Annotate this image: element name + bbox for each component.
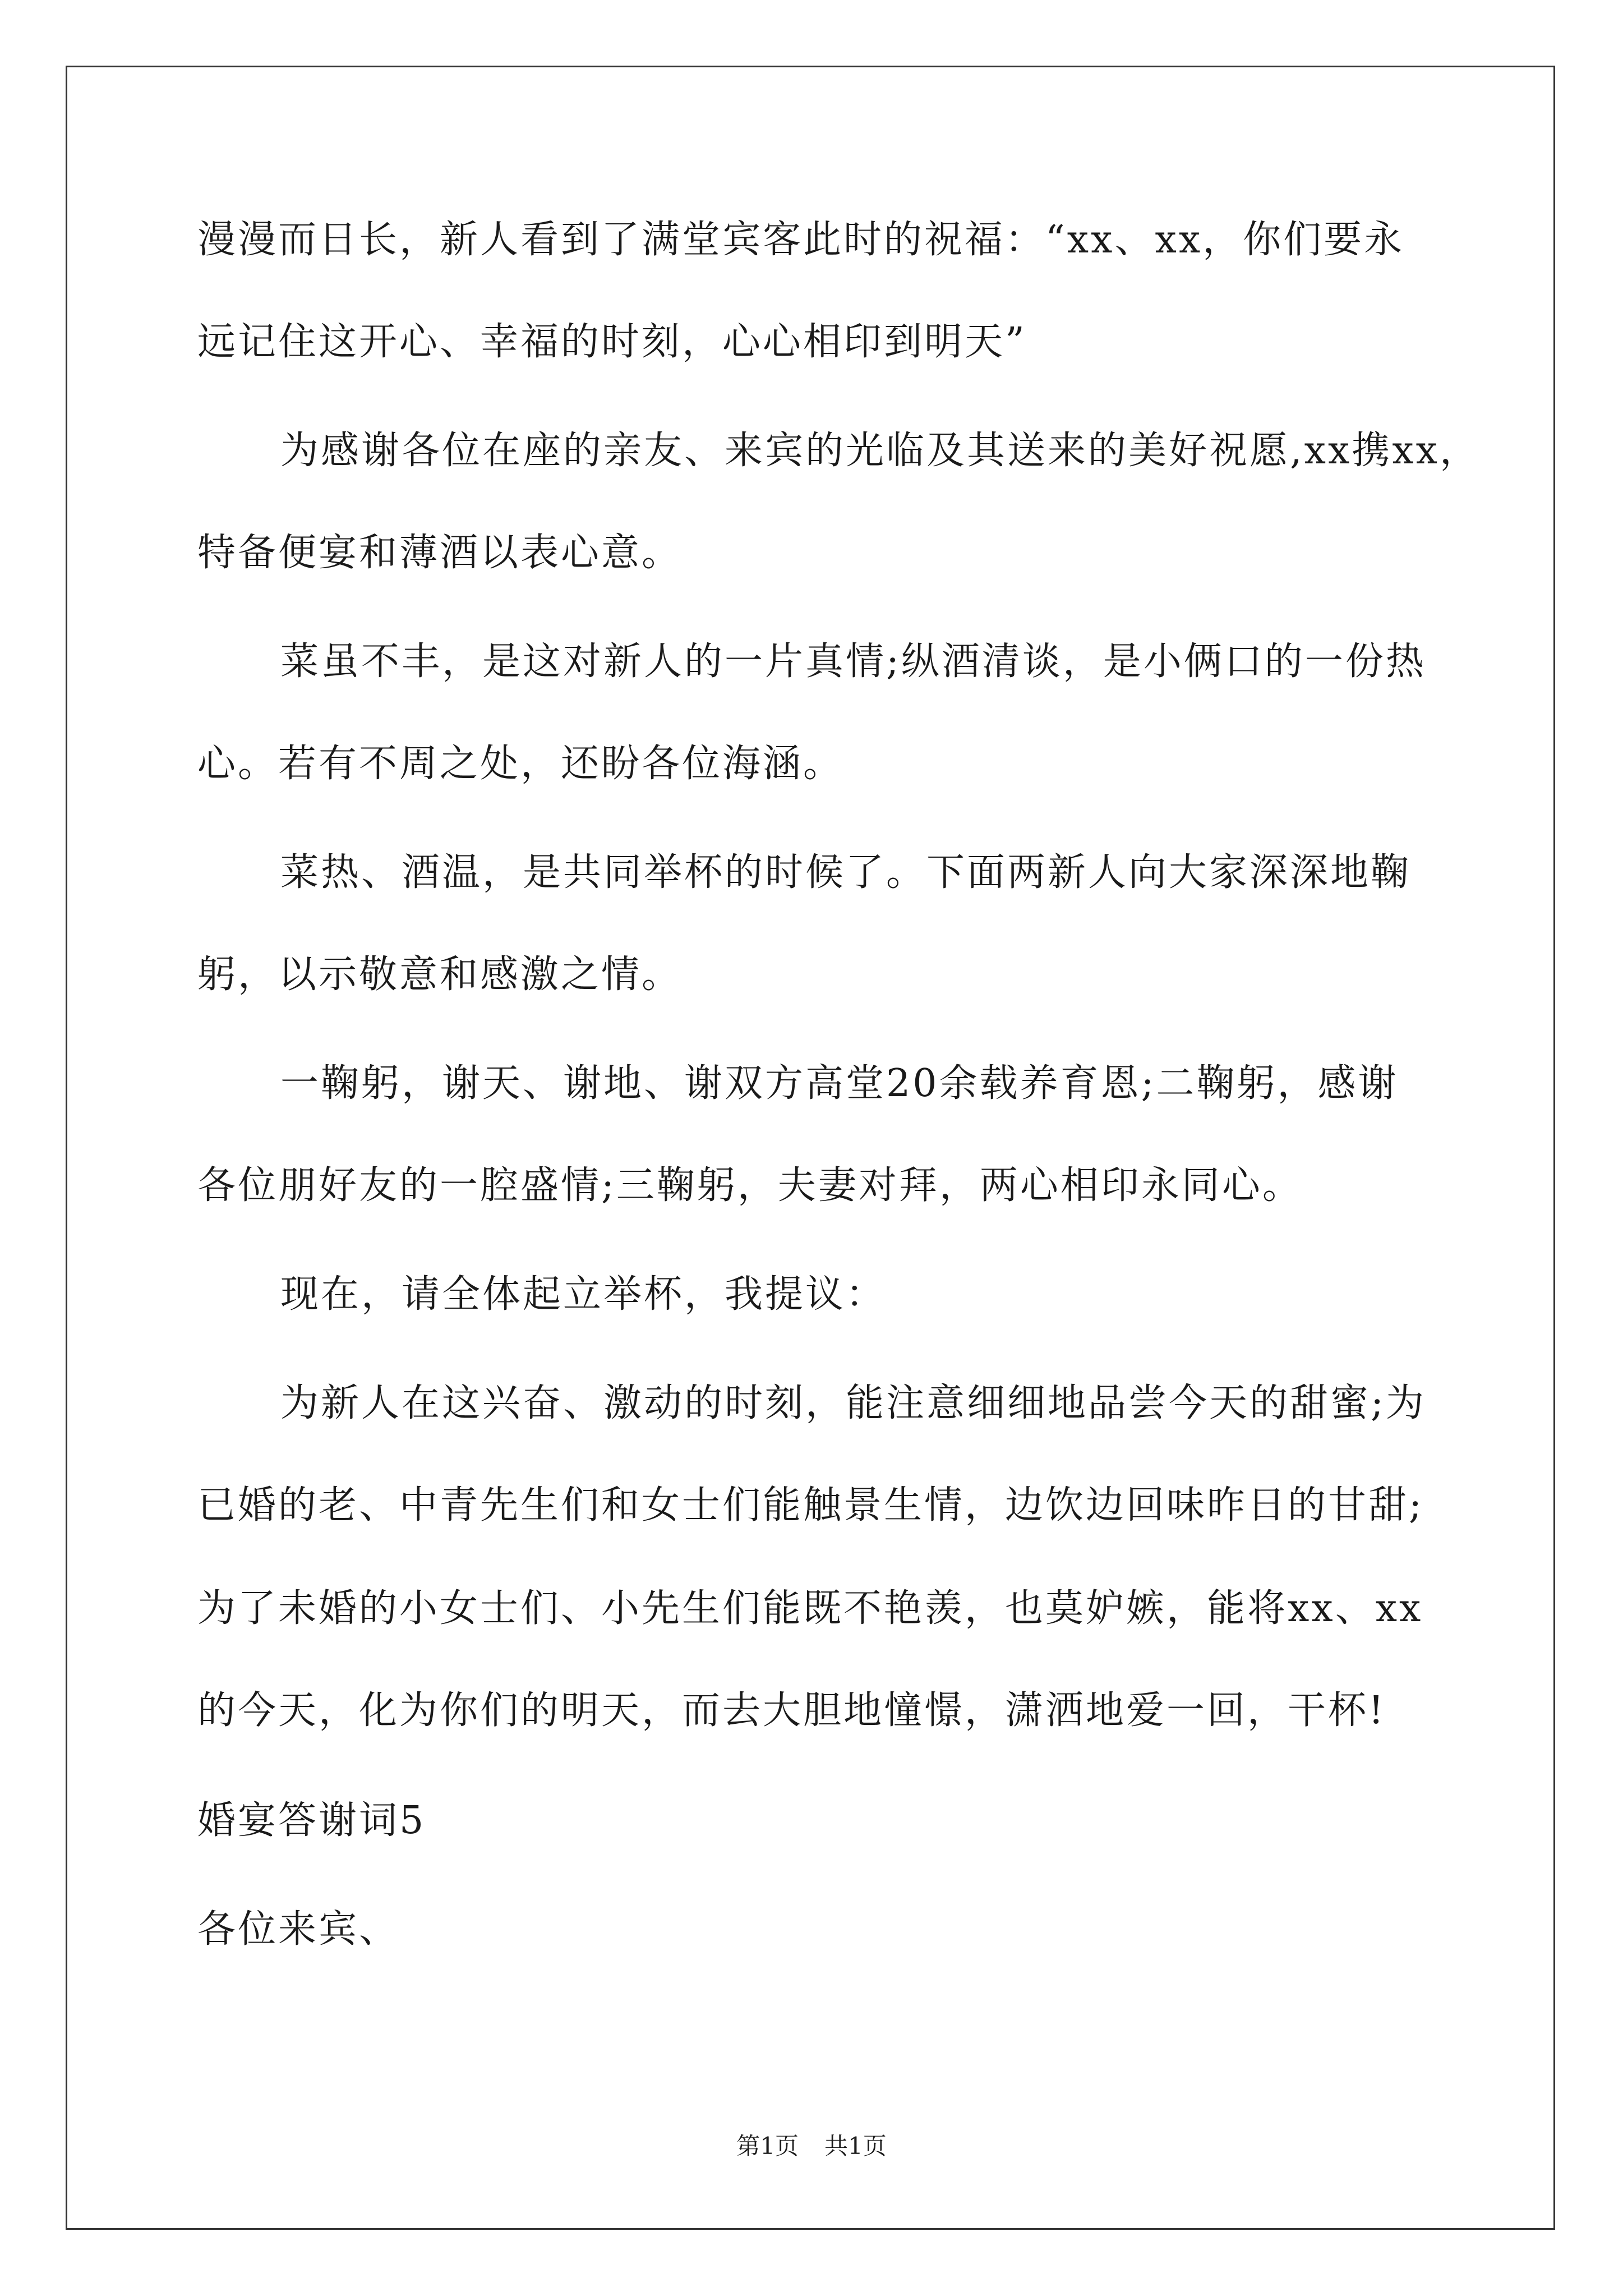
text-line: 远记住这开心、幸福的时刻，心心相印到明天” [197, 320, 1027, 364]
paragraph-first-line: 为新人在这兴奋、激动的时刻，能注意细细地品尝今天的甜蜜;为 [280, 1381, 1426, 1425]
text-line: 的今天，化为你们的明天，而去大胆地憧憬，潇洒地爱一回，干杯! [197, 1688, 1386, 1733]
text-line: 心。若有不周之处，还盼各位海涵。 [197, 742, 844, 786]
paragraph-first-line: 菜虽不丰，是这对新人的一片真情;纵酒清谈，是小俩口的一份热 [280, 639, 1426, 684]
page-number: 第1页 [736, 2132, 799, 2160]
page-footer [0, 2129, 1623, 2163]
text-line: 已婚的老、中青先生们和女士们能触景生情，边饮边回味昨日的甘甜; [197, 1483, 1424, 1527]
page-total: 共1页 [824, 2132, 887, 2160]
paragraph-first-line: 菜热、酒温，是共同举杯的时候了。下面两新人向大家深深地鞠 [280, 850, 1412, 895]
paragraph-first-line: 为感谢各位在座的亲友、来宾的光临及其送来的美好祝愿,xx携xx， [280, 429, 1481, 473]
text-line: 特备便宴和薄酒以表心意。 [197, 531, 683, 575]
paragraph-first-line: 现在，请全体起立举杯，我提议： [280, 1272, 887, 1317]
text-line: 漫漫而日长，新人看到了满堂宾客此时的祝福：“xx、xx，你们要永 [197, 218, 1405, 262]
section-heading: 婚宴答谢词5 [197, 1798, 426, 1843]
text-line: 各位来宾、 [197, 1907, 400, 1952]
paragraph-first-line: 一鞠躬，谢天、谢地、谢双方高堂20余载养育恩;二鞠躬，感谢 [280, 1061, 1399, 1106]
text-line: 为了未婚的小女士们、小先生们能既不艳羡，也莫妒嫉，能将xx、xx [197, 1586, 1423, 1631]
text-line: 各位朋好友的一腔盛情;三鞠躬，夫妻对拜，两心相印永同心。 [197, 1163, 1303, 1208]
text-line: 躬，以示敬意和感激之情。 [197, 953, 683, 997]
